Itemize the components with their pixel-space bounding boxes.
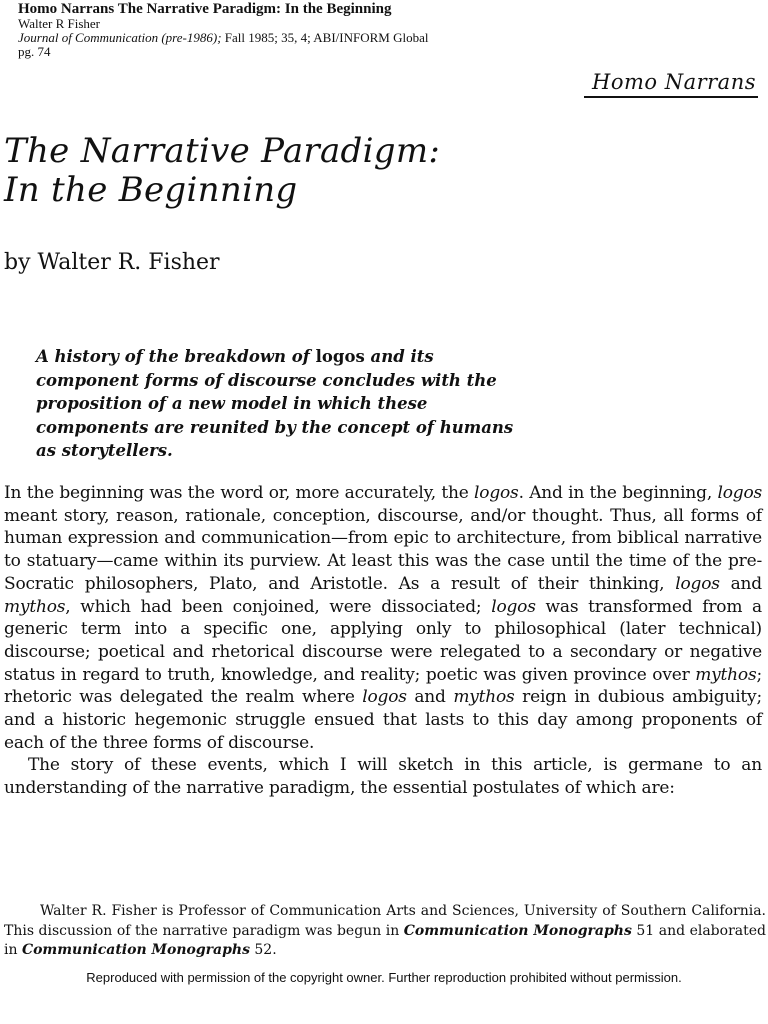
citation-page: pg. 74 <box>18 44 51 59</box>
text-run: meant story, reason, rationale, conception, discourse, and/or thought. Thus, all forms of human expression and communication—from epic to architecture, from biblical narrative to statuary—came within its purview. At least this was the case until the time of the pre-Socratic philosophers, Plato, and Aristotle. As a result of their thinking, <box>4 505 762 594</box>
footnote-journal: Communication Monographs <box>21 942 250 958</box>
body-text <box>4 482 762 800</box>
article-title-line2: In the Beginning <box>4 170 298 210</box>
article-title <box>4 132 440 210</box>
text-run: reign in dubious ambiguity; and a historic hegemonic struggle ensued that lasts to this day among proponents of each of the three forms of discourse. <box>4 687 762 753</box>
footnote-journal: Communication Monographs <box>403 922 632 939</box>
abstract-logos: logos <box>315 347 365 366</box>
italic-term: logos <box>717 483 763 503</box>
reproduction-notice: Reproduced with permission of the copyright owner. Further reproduction prohibited without permission. <box>86 970 682 985</box>
citation-header <box>18 2 618 59</box>
text-run: and <box>719 573 762 594</box>
running-head: Homo Narrans <box>584 70 758 98</box>
text-run: In the beginning was the word or, more accurately, the <box>4 483 475 503</box>
paragraph-2: The story of these events, which I will sketch in this article, is germane to an understanding of the narrative paradigm, the essential postulates of which are: <box>4 755 762 799</box>
text-run: and <box>406 687 454 708</box>
abstract-part1: A history of the breakdown of <box>36 347 316 366</box>
italic-term: logos <box>474 483 519 503</box>
abstract-part2: and its component forms of discourse concludes with the proposition of a new model in which these components are reunited by the concept of humans as storytellers. <box>36 347 514 460</box>
italic-term: mythos <box>453 687 515 708</box>
journal-name: Journal of Communication (pre-1986); <box>18 30 222 45</box>
italic-term: logos <box>362 687 407 708</box>
citation-author: Walter R Fisher <box>18 16 100 31</box>
citation-journal <box>18 31 618 45</box>
italic-term: mythos <box>695 664 757 685</box>
footnote-text: 52. <box>249 942 277 958</box>
italic-term: mythos <box>4 596 66 617</box>
text-run: , which had been conjoined, were dissociated; <box>65 596 492 617</box>
text-run: ; rhetoric was delegated the realm where <box>4 664 762 708</box>
paragraph-1 <box>4 482 762 754</box>
byline: by Walter R. Fisher <box>4 250 220 275</box>
author-footnote <box>4 902 766 961</box>
text-run: . And in the beginning, <box>518 483 718 503</box>
abstract <box>36 345 536 463</box>
article-title-line1: The Narrative Paradigm: <box>4 131 441 171</box>
footnote-text: Walter R. Fisher is Professor of Communication Arts and Sciences, University of Southern California. This discussion of the narrative paradigm was begun in <box>4 903 766 939</box>
footnote-text: 51 and elaborated in <box>4 922 766 958</box>
citation-title: Homo Narrans The Narrative Paradigm: In the Beginning <box>18 1 392 17</box>
text-run: was transformed from a generic term into a specific one, applying only to philosophical (later technical) discourse; poetical and rhetorical discourse were relegated to a secondary or negative status in regard to truth, knowledge, and reality; poetic was given province over <box>4 596 762 685</box>
italic-term: logos <box>491 596 536 617</box>
italic-term: logos <box>675 573 720 594</box>
journal-issue: Fall 1985; 35, 4; ABI/INFORM Global <box>221 30 429 45</box>
